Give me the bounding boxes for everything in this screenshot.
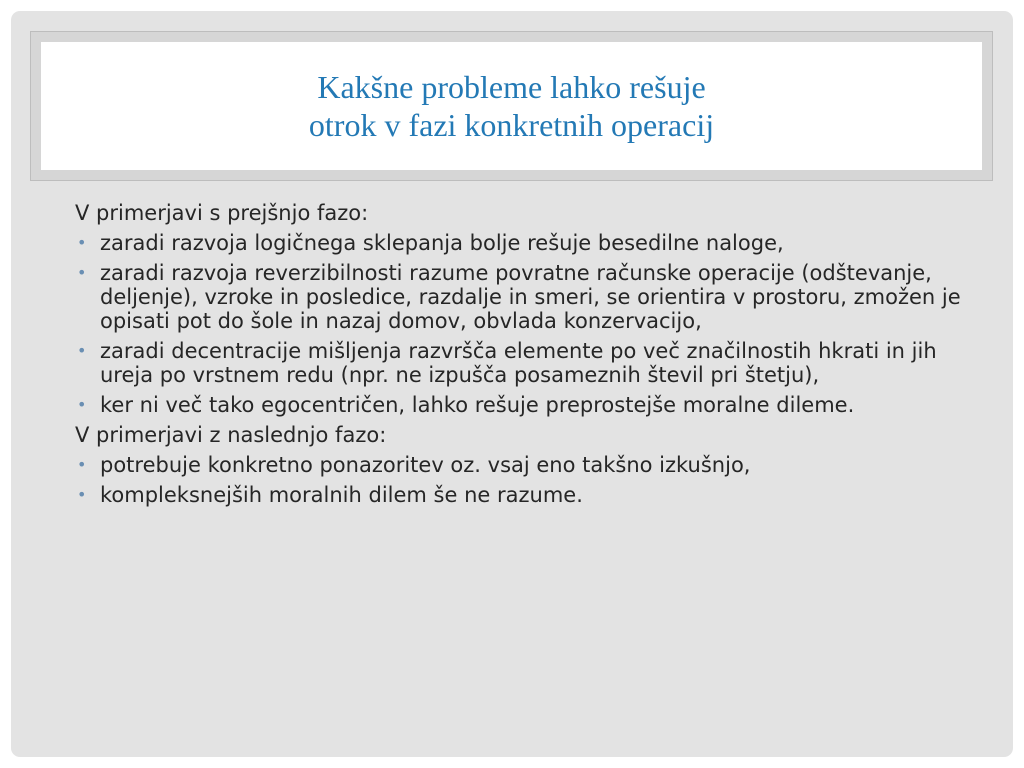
bullet-item: [75, 339, 965, 387]
bullet-list-next-phase: [75, 453, 965, 507]
bullet-text: potrebuje konkretno ponazoritev oz. vsaj eno takšno izkušnjo,: [100, 453, 751, 477]
bullet-text: kompleksnejših moralnih dilem še ne razume.: [100, 483, 583, 507]
slide-title: [41, 42, 982, 170]
title-line-2: otrok v fazi konkretnih operacij: [308, 107, 715, 143]
section-heading-next-phase: V primerjavi z naslednjo fazo:: [75, 423, 387, 447]
bullet-list-previous-phase: [75, 231, 965, 417]
section-heading-previous-phase: V primerjavi s prejšnjo fazo:: [75, 201, 369, 225]
bullet-item: [75, 231, 965, 255]
bullet-item: [75, 483, 965, 507]
bullet-text: ker ni več tako egocentričen, lahko rešuje preprostejše moralne dileme.: [100, 393, 855, 417]
title-line-1: Kakšne probleme lahko rešuje: [317, 69, 706, 105]
bullet-item: [75, 453, 965, 477]
bullet-dot-icon: •: [77, 341, 87, 360]
bullet-text: zaradi decentracije mišljenja razvršča elemente po več značilnostih hkrati in jih ureja po vrstnem redu (npr. ne izpušča posameznih števil pri štetju),: [100, 339, 937, 387]
bullet-item: [75, 393, 965, 417]
slide: [11, 11, 1013, 757]
slide-body: [75, 201, 965, 513]
bullet-text: zaradi razvoja logičnega sklepanja bolje rešuje besedilne naloge,: [100, 231, 784, 255]
title-frame: [30, 31, 993, 181]
bullet-text: zaradi razvoja reverzibilnosti razume povratne računske operacije (odštevanje, deljenje), vzroke in posledice, razdalje in smeri, se orientira v prostoru, zmožen je opisati pot do šole in nazaj domov, obvlada konzervacijo,: [100, 261, 961, 333]
bullet-dot-icon: •: [77, 395, 87, 414]
bullet-item: [75, 261, 965, 333]
bullet-dot-icon: •: [77, 455, 87, 474]
bullet-dot-icon: •: [77, 263, 87, 282]
bullet-dot-icon: •: [77, 233, 87, 252]
bullet-dot-icon: •: [77, 485, 87, 504]
